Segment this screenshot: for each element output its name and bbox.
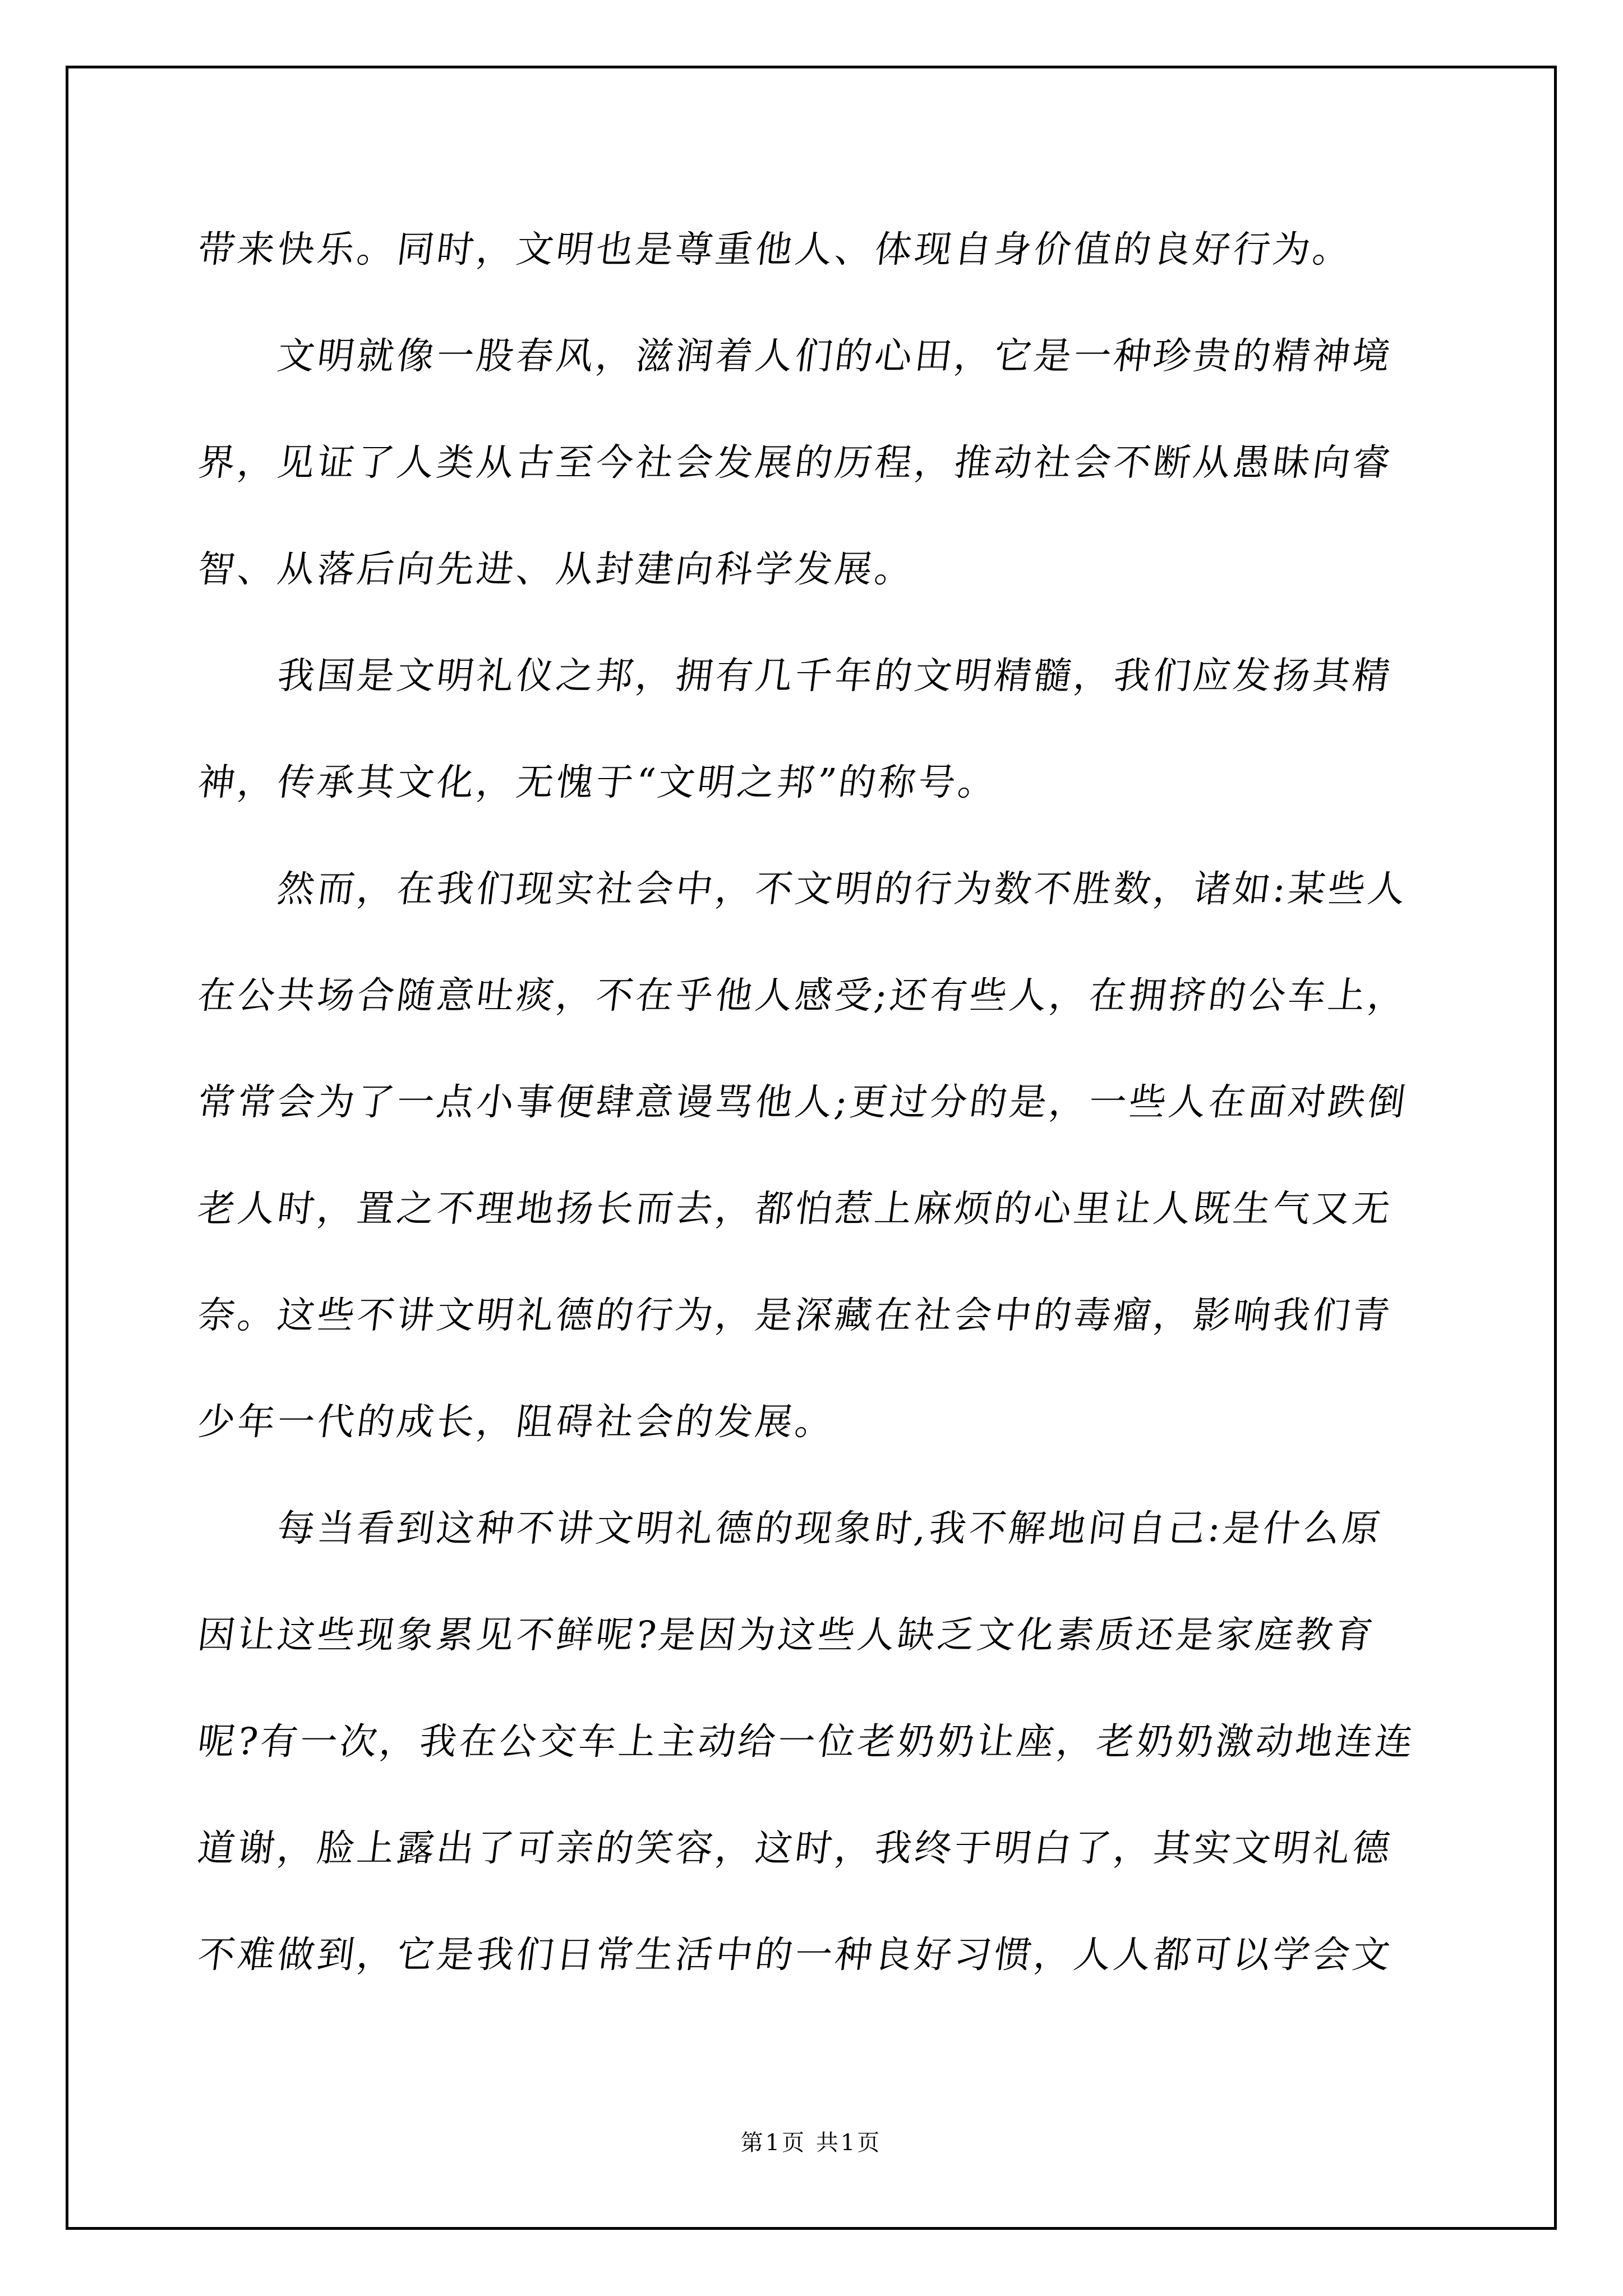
text-line: 常常会为了一点小事便肆意谩骂他人;更过分的是，一些人在面对跌倒 bbox=[195, 1080, 1411, 1124]
text-line: 界，见证了人类从古至今社会发展的历程，推动社会不断从愚昧向睿 bbox=[195, 441, 1395, 484]
text-line: 然而，在我们现实社会中，不文明的行为数不胜数，诸如:某些人 bbox=[275, 867, 1411, 910]
text-line: 我国是文明礼仪之邦，拥有几千年的文明精髓，我们应发扬其精 bbox=[275, 654, 1395, 697]
essay-body bbox=[193, 196, 1433, 2008]
text-line: 带来快乐。同时，文明也是尊重他人、体现自身价值的良好行为。 bbox=[195, 228, 1355, 271]
text-line: 因让这些现象累见不鲜呢?是因为这些人缺乏文化素质还是家庭教育 bbox=[195, 1613, 1378, 1657]
text-line: 奈。这些不讲文明礼德的行为，是深藏在社会中的毒瘤，影响我们青 bbox=[195, 1294, 1395, 1337]
text-line: 呢?有一次，我在公交车上主动给一位老奶奶让座，老奶奶激动地连连 bbox=[195, 1720, 1418, 1763]
text-line: 文明就像一股春风，滋润着人们的心田，它是一种珍贵的精神境 bbox=[275, 334, 1395, 378]
page-border-frame bbox=[66, 66, 1557, 2230]
text-line: 不难做到，它是我们日常生活中的一种良好习惯，人人都可以学会文 bbox=[195, 1933, 1395, 1976]
text-line: 在公共场合随意吐痰，不在乎他人感受;还有些人，在拥挤的公车上， bbox=[195, 974, 1411, 1017]
text-line: 少年一代的成长，阻碍社会的发展。 bbox=[195, 1400, 838, 1443]
text-line: 神，传承其文化，无愧于“文明之邦”的称号。 bbox=[195, 761, 1001, 804]
page-footer bbox=[68, 2126, 1554, 2160]
text-line: 每当看到这种不讲文明礼德的现象时,我不解地问自己:是什么原 bbox=[275, 1507, 1385, 1550]
text-line: 老人时，置之不理地扬长而去，都怕惹上麻烦的心里让人既生气又无 bbox=[195, 1187, 1395, 1230]
text-line: 智、从落后向先进、从封建向科学发展。 bbox=[195, 547, 917, 591]
text-line: 道谢，脸上露出了可亲的笑容，这时，我终于明白了，其实文明礼德 bbox=[195, 1826, 1395, 1870]
page-number-indicator: 第1页 共1页 bbox=[740, 2130, 882, 2156]
